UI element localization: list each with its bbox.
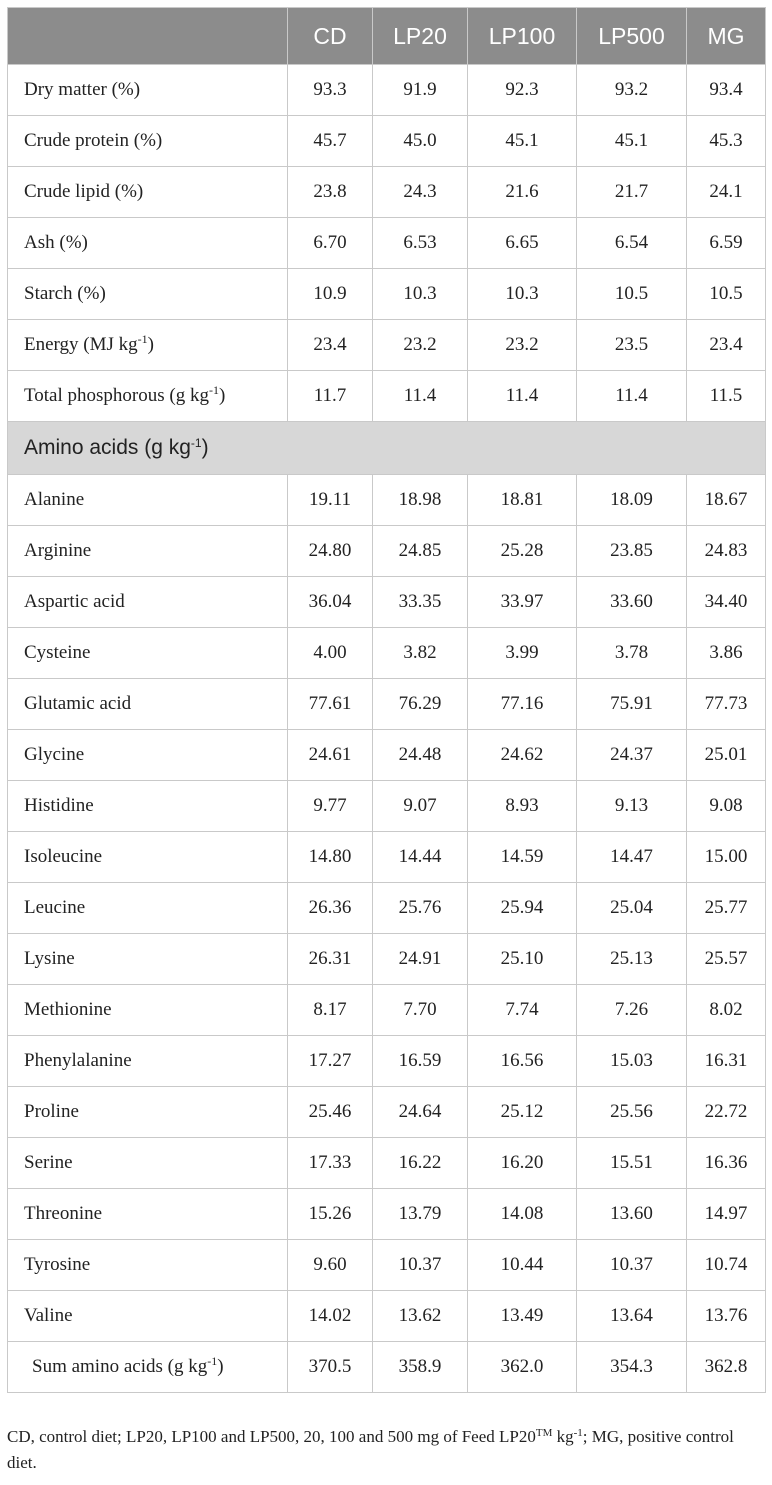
table-row xyxy=(8,1036,766,1087)
table-cell: 354.3 xyxy=(577,1342,687,1393)
row-label-text: Alanine xyxy=(24,489,85,510)
table-cell: 24.1 xyxy=(687,167,766,218)
table-cell: 24.80 xyxy=(288,526,373,577)
table-cell: 25.13 xyxy=(577,934,687,985)
table-cell: 24.83 xyxy=(687,526,766,577)
table-cell: 11.5 xyxy=(687,371,766,422)
row-label xyxy=(8,883,288,934)
table-cell: 22.72 xyxy=(687,1087,766,1138)
table-row xyxy=(8,781,766,832)
row-label-text: Serine xyxy=(24,1152,73,1173)
table-cell: 9.07 xyxy=(373,781,468,832)
row-label xyxy=(8,475,288,526)
row-label xyxy=(8,269,288,320)
header-lp100: LP100 xyxy=(468,8,577,65)
table-cell: 77.16 xyxy=(468,679,577,730)
row-label xyxy=(8,1342,288,1393)
table-cell: 23.85 xyxy=(577,526,687,577)
table-cell: 16.59 xyxy=(373,1036,468,1087)
table-row xyxy=(8,1189,766,1240)
section-header-row xyxy=(8,422,766,475)
table-row xyxy=(8,730,766,781)
table-cell: 6.53 xyxy=(373,218,468,269)
row-label-text: Glutamic acid xyxy=(24,693,132,714)
footnote-trademark: TM xyxy=(535,1427,553,1439)
section-header-amino-acids xyxy=(8,422,766,475)
row-label-text: Sum amino acids (g kg xyxy=(32,1356,208,1377)
row-label-text: Glycine xyxy=(24,744,85,765)
table-cell: 25.04 xyxy=(577,883,687,934)
table-cell: 14.02 xyxy=(288,1291,373,1342)
table-row xyxy=(8,985,766,1036)
table-cell: 7.74 xyxy=(468,985,577,1036)
table-cell: 3.86 xyxy=(687,628,766,679)
row-label xyxy=(8,1189,288,1240)
table-cell: 16.36 xyxy=(687,1138,766,1189)
table-cell: 77.61 xyxy=(288,679,373,730)
header-lp20: LP20 xyxy=(373,8,468,65)
table-cell: 26.31 xyxy=(288,934,373,985)
table-cell: 34.40 xyxy=(687,577,766,628)
table-cell: 76.29 xyxy=(373,679,468,730)
table-cell: 9.77 xyxy=(288,781,373,832)
header-cd: CD xyxy=(288,8,373,65)
row-label xyxy=(8,628,288,679)
table-cell: 370.5 xyxy=(288,1342,373,1393)
table-cell: 23.4 xyxy=(687,320,766,371)
row-label-text: Valine xyxy=(24,1305,73,1326)
footnote-text-1: CD, control diet; LP20, LP100 and LP500, 20, 100 and 500 mg of Feed LP20 xyxy=(7,1427,536,1446)
row-label xyxy=(8,1291,288,1342)
table-cell: 24.62 xyxy=(468,730,577,781)
table-cell: 17.27 xyxy=(288,1036,373,1087)
table-cell: 93.3 xyxy=(288,65,373,116)
header-corner xyxy=(8,8,288,65)
row-label xyxy=(8,1087,288,1138)
table-cell: 13.60 xyxy=(577,1189,687,1240)
table-cell: 9.08 xyxy=(687,781,766,832)
table-cell: 3.99 xyxy=(468,628,577,679)
table-cell: 93.2 xyxy=(577,65,687,116)
row-label-text: Cysteine xyxy=(24,642,91,663)
table-row xyxy=(8,832,766,883)
row-label-suffix: ) xyxy=(218,385,226,406)
table-cell: 13.76 xyxy=(687,1291,766,1342)
table-container xyxy=(7,7,765,1393)
row-label xyxy=(8,320,288,371)
header-mg: MG xyxy=(687,8,766,65)
table-cell: 23.2 xyxy=(468,320,577,371)
row-label-text: Tyrosine xyxy=(24,1254,91,1275)
table-cell: 24.61 xyxy=(288,730,373,781)
row-label-text: Isoleucine xyxy=(24,846,103,867)
table-row xyxy=(8,218,766,269)
table-cell: 6.59 xyxy=(687,218,766,269)
table-row xyxy=(8,116,766,167)
table-cell: 14.47 xyxy=(577,832,687,883)
table-cell: 11.4 xyxy=(373,371,468,422)
table-cell: 8.17 xyxy=(288,985,373,1036)
table-cell: 4.00 xyxy=(288,628,373,679)
table-cell: 24.48 xyxy=(373,730,468,781)
table-row xyxy=(8,577,766,628)
row-label-text: Ash (%) xyxy=(24,232,88,253)
table-cell: 3.78 xyxy=(577,628,687,679)
table-cell: 91.9 xyxy=(373,65,468,116)
table-cell: 13.62 xyxy=(373,1291,468,1342)
table-cell: 10.3 xyxy=(373,269,468,320)
row-label-text: Proline xyxy=(24,1101,79,1122)
row-label xyxy=(8,167,288,218)
table-cell: 11.4 xyxy=(577,371,687,422)
row-label xyxy=(8,371,288,422)
table-cell: 3.82 xyxy=(373,628,468,679)
table-cell: 24.85 xyxy=(373,526,468,577)
table-cell: 11.7 xyxy=(288,371,373,422)
row-label xyxy=(8,116,288,167)
table-cell: 26.36 xyxy=(288,883,373,934)
row-label-superscript: -1 xyxy=(137,332,148,346)
table-cell: 75.91 xyxy=(577,679,687,730)
header-lp500: LP500 xyxy=(577,8,687,65)
footnote-text-3: ; MG, positive control diet. xyxy=(7,1427,734,1472)
table-cell: 14.80 xyxy=(288,832,373,883)
section-label: Amino acids (g kg xyxy=(24,436,191,459)
table-row xyxy=(8,1138,766,1189)
footnote-text-2: kg xyxy=(552,1427,574,1446)
table-cell: 16.22 xyxy=(373,1138,468,1189)
table-cell: 45.7 xyxy=(288,116,373,167)
table-cell: 23.8 xyxy=(288,167,373,218)
table-cell: 33.60 xyxy=(577,577,687,628)
table-cell: 24.64 xyxy=(373,1087,468,1138)
table-cell: 14.97 xyxy=(687,1189,766,1240)
table-cell: 15.51 xyxy=(577,1138,687,1189)
table-cell: 25.10 xyxy=(468,934,577,985)
table-row xyxy=(8,526,766,577)
row-label-text: Histidine xyxy=(24,795,94,816)
table-cell: 15.03 xyxy=(577,1036,687,1087)
row-label-text: Energy (MJ kg xyxy=(24,334,138,355)
table-cell: 25.28 xyxy=(468,526,577,577)
table-cell: 36.04 xyxy=(288,577,373,628)
table-cell: 33.97 xyxy=(468,577,577,628)
row-label xyxy=(8,781,288,832)
table-cell: 13.64 xyxy=(577,1291,687,1342)
table-cell: 9.60 xyxy=(288,1240,373,1291)
table-cell: 25.57 xyxy=(687,934,766,985)
section-superscript: -1 xyxy=(190,436,202,450)
table-cell: 13.49 xyxy=(468,1291,577,1342)
table-cell: 10.44 xyxy=(468,1240,577,1291)
row-label-text: Phenylalanine xyxy=(24,1050,132,1071)
table-cell: 21.7 xyxy=(577,167,687,218)
diet-composition-table xyxy=(7,7,766,1393)
row-label-text: Starch (%) xyxy=(24,283,106,304)
row-label-text: Arginine xyxy=(24,540,92,561)
table-cell: 6.70 xyxy=(288,218,373,269)
table-cell: 6.65 xyxy=(468,218,577,269)
row-label xyxy=(8,1240,288,1291)
table-cell: 25.94 xyxy=(468,883,577,934)
footnote-superscript: -1 xyxy=(573,1427,583,1439)
table-cell: 7.26 xyxy=(577,985,687,1036)
row-label xyxy=(8,730,288,781)
row-label xyxy=(8,577,288,628)
sum-row xyxy=(8,1342,766,1393)
row-label xyxy=(8,985,288,1036)
table-cell: 9.13 xyxy=(577,781,687,832)
row-label-text: Lysine xyxy=(24,948,75,969)
table-cell: 15.00 xyxy=(687,832,766,883)
table-cell: 6.54 xyxy=(577,218,687,269)
table-cell: 10.5 xyxy=(577,269,687,320)
table-cell: 23.4 xyxy=(288,320,373,371)
table-cell: 16.20 xyxy=(468,1138,577,1189)
row-label-text: Methionine xyxy=(24,999,112,1020)
table-cell: 45.1 xyxy=(577,116,687,167)
table-cell: 17.33 xyxy=(288,1138,373,1189)
table-cell: 16.56 xyxy=(468,1036,577,1087)
row-label-suffix: ) xyxy=(147,334,154,355)
row-label-text: Leucine xyxy=(24,897,86,918)
table-cell: 362.8 xyxy=(687,1342,766,1393)
row-label xyxy=(8,934,288,985)
table-cell: 33.35 xyxy=(373,577,468,628)
row-label xyxy=(8,679,288,730)
row-label-text: Dry matter (%) xyxy=(24,79,141,100)
table-footnote xyxy=(7,1424,765,1476)
table-cell: 23.2 xyxy=(373,320,468,371)
table-cell: 10.9 xyxy=(288,269,373,320)
row-label xyxy=(8,832,288,883)
table-row xyxy=(8,883,766,934)
table-cell: 10.3 xyxy=(468,269,577,320)
table-row xyxy=(8,320,766,371)
row-label xyxy=(8,1138,288,1189)
table-cell: 10.5 xyxy=(687,269,766,320)
table-cell: 8.93 xyxy=(468,781,577,832)
table-cell: 23.5 xyxy=(577,320,687,371)
table-row xyxy=(8,167,766,218)
table-cell: 16.31 xyxy=(687,1036,766,1087)
table-cell: 8.02 xyxy=(687,985,766,1036)
table-row xyxy=(8,371,766,422)
row-label-text: Total phosphorous (g kg xyxy=(24,385,209,406)
row-label-text: Crude lipid (%) xyxy=(24,181,144,202)
row-label-suffix: ) xyxy=(217,1356,224,1377)
table-cell: 45.3 xyxy=(687,116,766,167)
row-label-text: Threonine xyxy=(24,1203,103,1224)
table-row xyxy=(8,1087,766,1138)
row-label xyxy=(8,65,288,116)
row-label xyxy=(8,218,288,269)
table-cell: 77.73 xyxy=(687,679,766,730)
table-row xyxy=(8,475,766,526)
row-label xyxy=(8,1036,288,1087)
table-cell: 24.3 xyxy=(373,167,468,218)
table-cell: 358.9 xyxy=(373,1342,468,1393)
table-cell: 25.76 xyxy=(373,883,468,934)
table-cell: 25.46 xyxy=(288,1087,373,1138)
row-label xyxy=(8,526,288,577)
row-label-superscript: -1 xyxy=(207,1354,218,1368)
table-row xyxy=(8,679,766,730)
table-cell: 18.09 xyxy=(577,475,687,526)
table-cell: 24.91 xyxy=(373,934,468,985)
table-cell: 25.12 xyxy=(468,1087,577,1138)
table-cell: 10.37 xyxy=(373,1240,468,1291)
table-cell: 25.01 xyxy=(687,730,766,781)
table-cell: 14.44 xyxy=(373,832,468,883)
row-label-text: Crude protein (%) xyxy=(24,130,163,151)
table-cell: 25.77 xyxy=(687,883,766,934)
table-cell: 10.74 xyxy=(687,1240,766,1291)
table-cell: 18.81 xyxy=(468,475,577,526)
table-cell: 11.4 xyxy=(468,371,577,422)
header-row xyxy=(8,8,766,65)
table-cell: 14.08 xyxy=(468,1189,577,1240)
table-cell: 18.67 xyxy=(687,475,766,526)
table-cell: 24.37 xyxy=(577,730,687,781)
table-cell: 7.70 xyxy=(373,985,468,1036)
table-cell: 45.1 xyxy=(468,116,577,167)
table-cell: 13.79 xyxy=(373,1189,468,1240)
table-cell: 92.3 xyxy=(468,65,577,116)
table-cell: 10.37 xyxy=(577,1240,687,1291)
table-row xyxy=(8,934,766,985)
table-row xyxy=(8,628,766,679)
table-row xyxy=(8,1291,766,1342)
table-row xyxy=(8,1240,766,1291)
table-body xyxy=(8,65,766,1393)
table-cell: 25.56 xyxy=(577,1087,687,1138)
table-cell: 18.98 xyxy=(373,475,468,526)
table-cell: 362.0 xyxy=(468,1342,577,1393)
table-cell: 15.26 xyxy=(288,1189,373,1240)
table-cell: 45.0 xyxy=(373,116,468,167)
table-cell: 93.4 xyxy=(687,65,766,116)
table-cell: 19.11 xyxy=(288,475,373,526)
table-row xyxy=(8,65,766,116)
row-label-text: Aspartic acid xyxy=(24,591,125,612)
row-label-superscript: -1 xyxy=(208,383,219,397)
section-label-suffix: ) xyxy=(201,436,209,459)
table-cell: 21.6 xyxy=(468,167,577,218)
table-cell: 14.59 xyxy=(468,832,577,883)
table-row xyxy=(8,269,766,320)
